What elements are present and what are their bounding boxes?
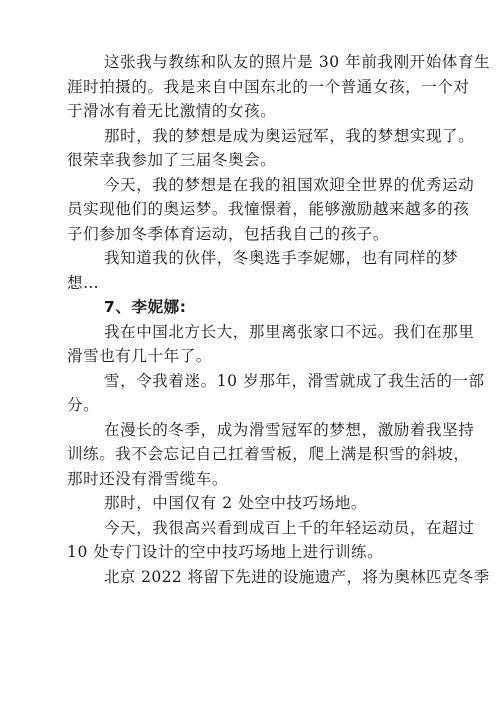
text-line: 那时还没有滑雪缆车。 (67, 469, 229, 488)
text-line: 想… (67, 273, 100, 292)
text-line: 雪，令我着迷。10 岁那年，滑雪就成了我生活的一部 (104, 371, 485, 390)
text-line: 我在中国北方长大，那里离张家口不远。我们在那里 (104, 322, 475, 341)
text-line: 这张我与教练和队友的照片是 30 年前我刚开始体育生 (104, 53, 491, 71)
text-line: 于滑冰有着无比激情的女孩。 (67, 102, 277, 120)
text-line: 我知道我的伙伴，冬奥选手李妮娜，也有同样的梦 (104, 249, 459, 267)
text-line: 那时，中国仅有 2 处空中技巧场地。 (104, 494, 368, 512)
text-line: 涯时拍摄的。我是来自中国东北的一个普通女孩，一个对 (67, 77, 470, 96)
text-line: 子们参加冬季体育运动，包括我自己的孩子。 (67, 224, 390, 243)
text-line: 北京 2022 将留下先进的设施遗产，将为奥林匹克冬季 (104, 567, 490, 586)
text-line: 10 处专门设计的空中技巧场地上进行训练。 (67, 543, 384, 561)
text-line: 今天，我的梦想是在我的祖国欢迎全世界的优秀运动 (104, 175, 475, 194)
text-line: 员实现他们的奥运梦。我憧憬着，能够激励越来越多的孩 (67, 200, 470, 218)
section-heading: 7、李妮娜: (104, 298, 187, 316)
text-line: 很荣幸我参加了三届冬奥会。 (67, 151, 277, 169)
text-line: 今天，我很高兴看到成百上千的年轻运动员，在超过 (104, 518, 475, 537)
text-line: 训练。我不会忘记自己扛着雪板，爬上满是积雪的斜坡， (67, 445, 470, 463)
text-line: 在漫长的冬季，成为滑雪冠军的梦想，激励着我坚持 (104, 420, 475, 439)
text-line: 滑雪也有几十年了。 (67, 347, 212, 365)
text-line: 分。 (67, 396, 100, 414)
text-line: 那时，我的梦想是成为奥运冠军，我的梦想实现了。 (104, 126, 475, 145)
